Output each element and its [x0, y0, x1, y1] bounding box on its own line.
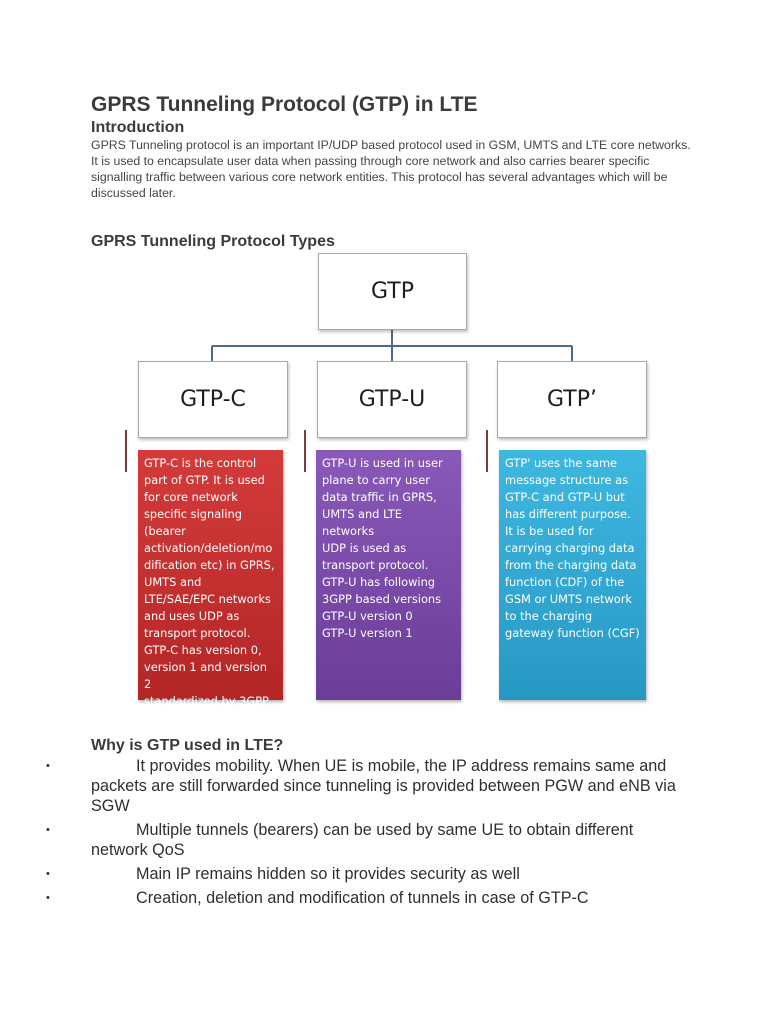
- bullet-dot-icon: •: [46, 892, 50, 904]
- gtp-c-description: GTP-C is the control part of GTP. It is used for core network specific signaling (bearer activation/deletion/mo dification etc) in GPRS, UMTS and LTE/SAE/EPC networks and uses UDP as transport protocol. GTP-C has version 0, version 1 and version 2 standardized by 3GPP: [138, 450, 283, 700]
- bullet-dot-icon: •: [46, 868, 50, 880]
- gtp-types-diagram: [120, 250, 660, 708]
- bullet-text: Creation, deletion and modification of tunnels in case of GTP-C: [136, 889, 589, 907]
- node-gtp-c: GTP-C: [138, 361, 288, 438]
- bullet-text: Main IP remains hidden so it provides security as well: [136, 865, 520, 883]
- intro-paragraph: GPRS Tunneling protocol is an important IP/UDP based protocol used in GSM, UMTS and LTE core networks. It is used to encapsulate user data when passing through core network and also carries bearer specific signalling traffic between various core network entities. This protocol has several advantages which will be discussed later.: [91, 138, 691, 200]
- page-title: GPRS Tunneling Protocol (GTP) in LTE: [91, 93, 478, 116]
- list-item: [46, 756, 691, 816]
- bullet-text: Multiple tunnels (bearers) can be used by same UE to obtain different network QoS: [91, 821, 634, 859]
- divider-tick: [304, 430, 306, 472]
- intro-heading: Introduction: [91, 119, 185, 136]
- bullet-text: It provides mobility. When UE is mobile, the IP address remains same and packets are still forwarded since tunneling is provided between PGW and eNB via SGW: [91, 757, 676, 815]
- list-item: [46, 864, 691, 884]
- node-gtp-prime: GTP’: [497, 361, 647, 438]
- types-heading: GPRS Tunneling Protocol Types: [91, 233, 335, 250]
- node-gtp-u: GTP-U: [317, 361, 467, 438]
- why-heading: Why is GTP used in LTE?: [91, 737, 284, 754]
- list-item: [46, 888, 691, 908]
- divider-tick: [486, 430, 488, 472]
- node-gtp: GTP: [318, 253, 467, 330]
- why-bullet-list: [46, 756, 691, 912]
- list-item: [46, 820, 691, 860]
- divider-tick: [125, 430, 127, 472]
- bullet-dot-icon: •: [46, 760, 50, 772]
- gtp-prime-description: GTP' uses the same message structure as GTP-C and GTP-U but has different purpose. It is be used for carrying charging data from the charging data function (CDF) of the GSM or UMTS network to the charging gateway function (CGF): [499, 450, 646, 700]
- bullet-dot-icon: •: [46, 824, 50, 836]
- gtp-u-description: GTP-U is used in user plane to carry user data traffic in GPRS, UMTS and LTE networks UDP is used as transport protocol. GTP-U has following 3GPP based versions GTP-U version 0 GTP-U version 1: [316, 450, 461, 700]
